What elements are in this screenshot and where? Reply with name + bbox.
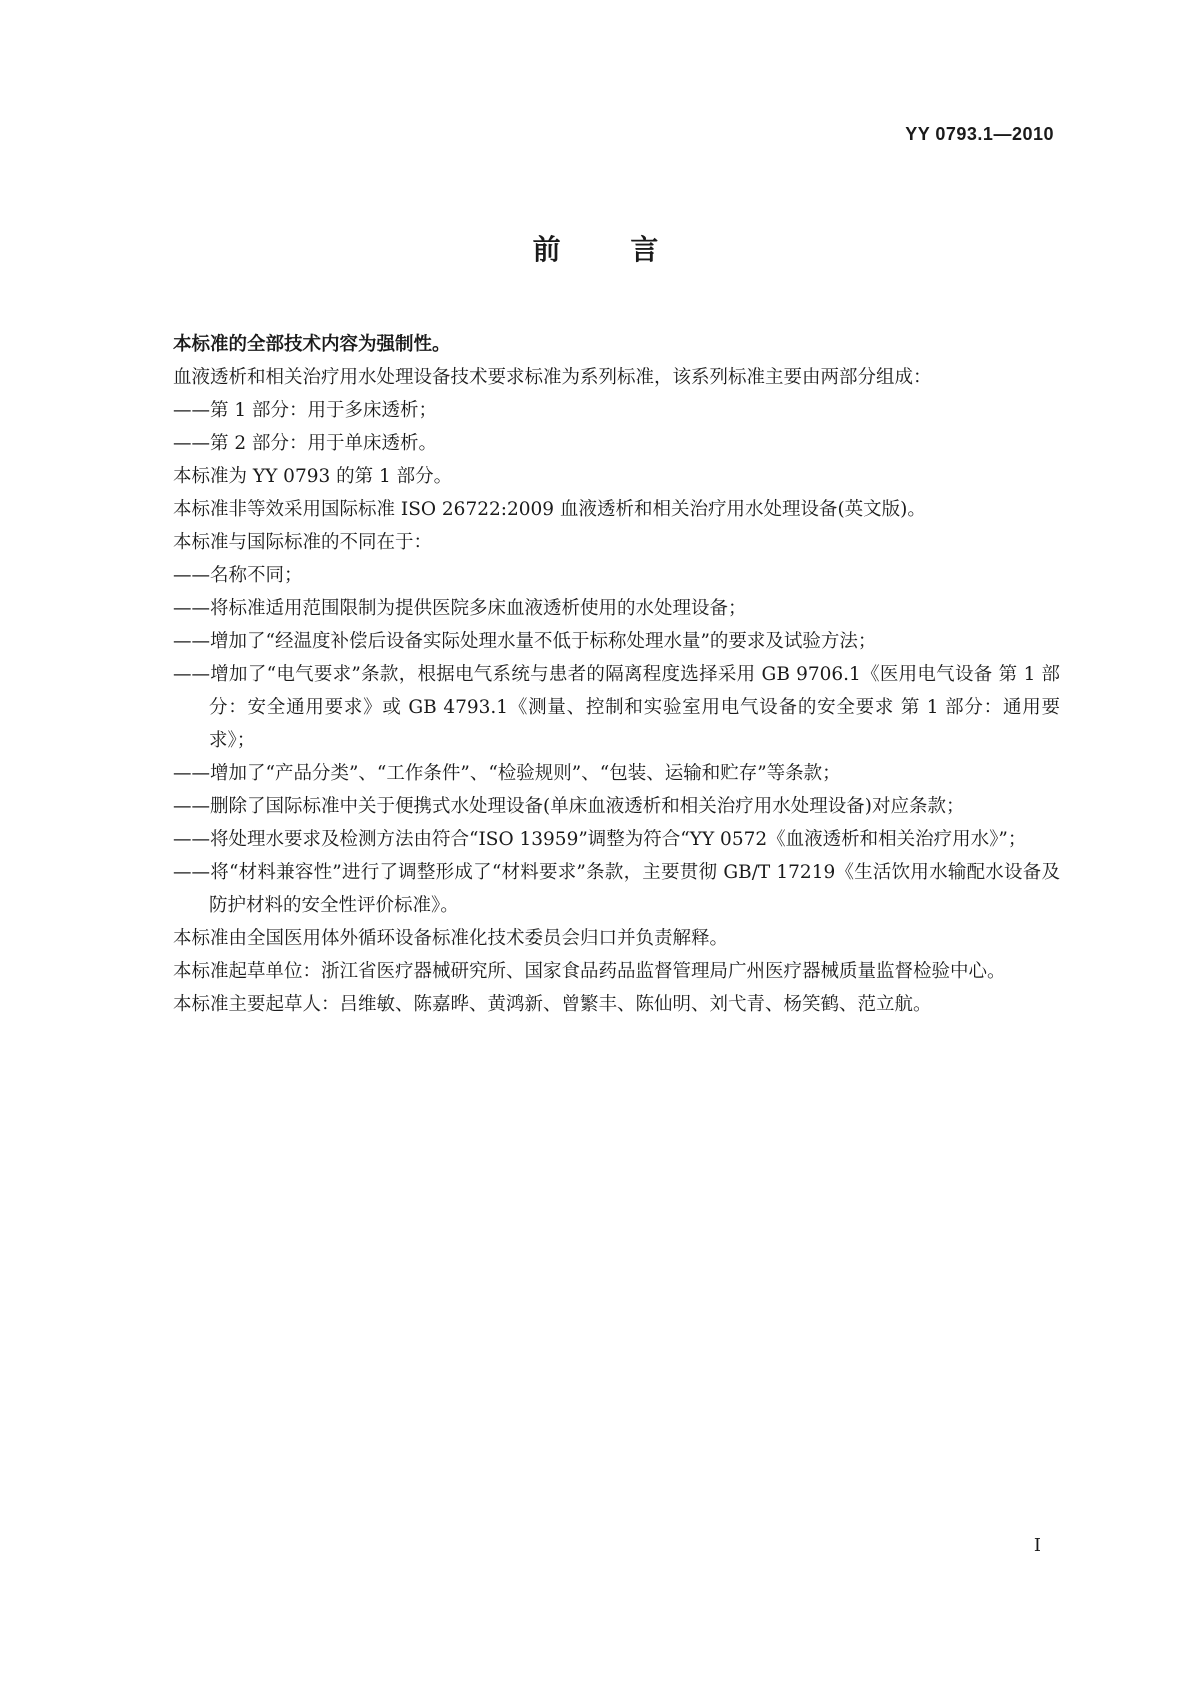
foreword-body bbox=[125, 328, 1060, 1021]
mandatory-statement: 本标准的全部技术内容为强制性。 bbox=[173, 334, 451, 355]
difference-item: ——将标准适用范围限制为提供医院多床血液透析使用的水处理设备； bbox=[173, 598, 747, 619]
series-part-1: ——第 1 部分：用于多床透析； bbox=[173, 400, 438, 421]
difference-item: ——将处理水要求及检测方法由符合“ISO 13959”调整为符合“YY 0572《血液透析和相关治疗用水》”； bbox=[173, 829, 1027, 850]
page-title: 前 言 bbox=[532, 233, 689, 266]
differences-intro: 本标准与国际标准的不同在于： bbox=[173, 532, 433, 553]
difference-item: ——增加了“产品分类”、“工作条件”、“检验规则”、“包装、运输和贮存”等条款； bbox=[173, 763, 841, 784]
series-intro: 血液透析和相关治疗用水处理设备技术要求标准为系列标准，该系列标准主要由两部分组成： bbox=[173, 367, 932, 388]
adoption-statement: 本标准非等效采用国际标准 ISO 26722:2009 血液透析和相关治疗用水处理设备(英文版)。 bbox=[173, 499, 926, 520]
drafting-units: 本标准起草单位：浙江省医疗器械研究所、国家食品药品监督管理局广州医疗器械质量监督检验中心。 bbox=[173, 961, 1006, 982]
part-statement: 本标准为 YY 0793 的第 1 部分。 bbox=[173, 466, 453, 487]
document-code: YY 0793.1—2010 bbox=[905, 124, 1054, 144]
difference-item: ——将“材料兼容性”进行了调整形成了“材料要求”条款，主要贯彻 GB/T 17219《生活饮用水输配水设备及防护材料的安全性评价标准》。 bbox=[173, 862, 1060, 916]
difference-item: ——增加了“电气要求”条款，根据电气系统与患者的隔离程度选择采用 GB 9706.1《医用电气设备 第 1 部分：安全通用要求》或 GB 4793.1《测量、控制和实验室用电气设备的安全要求 第 1 部分：通用要求》； bbox=[173, 664, 1060, 751]
series-part-2: ——第 2 部分：用于单床透析。 bbox=[173, 433, 438, 454]
difference-item: ——删除了国际标准中关于便携式水处理设备(单床血液透析和相关治疗用水处理设备)对应条款； bbox=[173, 796, 965, 817]
difference-item: ——增加了“经温度补偿后设备实际处理水量不低于标称处理水量”的要求及试验方法； bbox=[173, 631, 877, 652]
committee-statement: 本标准由全国医用体外循环设备标准化技术委员会归口并负责解释。 bbox=[173, 928, 729, 949]
page-number: I bbox=[1033, 1535, 1041, 1556]
difference-item: ——名称不同； bbox=[173, 565, 303, 586]
drafters: 本标准主要起草人：吕维敏、陈嘉晔、黄鸿新、曾繁丰、陈仙明、刘弋青、杨笑鹤、范立航。 bbox=[173, 994, 932, 1015]
